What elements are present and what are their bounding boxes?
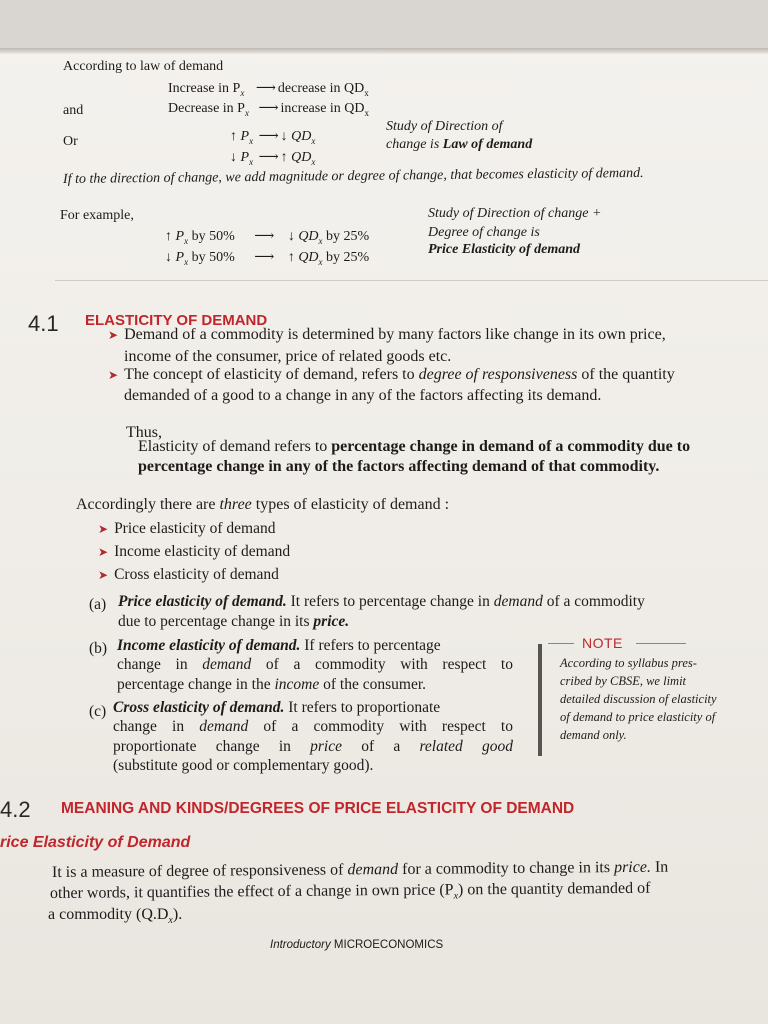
section-divider bbox=[55, 280, 768, 281]
for-example: For example, bbox=[60, 208, 134, 223]
if-line: If to the direction of change, we add magnitude or degree of change, that becomes elasticity of demand. bbox=[62, 165, 644, 187]
item-a-line-1: Price elasticity of demand. It refers to percentage change in demand of a commodity bbox=[118, 593, 645, 610]
bullet-1-cont: income of the consumer, price of related goods etc. bbox=[124, 348, 452, 365]
law-row-2: Decrease in $P_x$ ⟶ increase in $QD_x$ bbox=[168, 101, 370, 118]
item-c-label: (c) bbox=[89, 703, 107, 720]
note-title: NOTE bbox=[582, 635, 623, 651]
note-line-2: cribed by CBSE, we limit bbox=[560, 674, 687, 688]
page-top-edge bbox=[0, 48, 768, 54]
study-note-3: Study of Direction of change + bbox=[428, 206, 602, 221]
study-note-4: Degree of change is bbox=[428, 225, 540, 240]
bullet-2-cont: demanded of a good to a change in any of the factors affecting its demand. bbox=[124, 387, 602, 404]
note-line-1: According to syllabus pres- bbox=[560, 656, 697, 670]
item-a-label: (a) bbox=[89, 596, 107, 613]
page-top-shadow bbox=[0, 0, 768, 48]
note-line-3: detailed discussion of elasticity bbox=[560, 692, 717, 706]
item-b-line-2: change in demand of a commodity with respect to bbox=[117, 656, 513, 673]
item-c-line-3: proportionate change in price of a related good bbox=[113, 738, 514, 755]
definition-line-2: percentage change in any of the factors affecting demand of that commodity. bbox=[138, 458, 660, 475]
thus-label: Thus, bbox=[126, 424, 162, 441]
section-title-4-2: MEANING AND KINDS/DEGREES OF PRICE ELASTICITY OF DEMAND bbox=[61, 800, 575, 817]
item-c-line-1: Cross elasticity of demand. It refers to proportionate bbox=[113, 699, 441, 716]
item-c-line-4: (substitute good or complementary good). bbox=[113, 757, 374, 774]
law-row-1: Increase in $P_x$ ⟶ decrease in $QD_x$ bbox=[168, 81, 369, 98]
note-rule-left bbox=[548, 643, 574, 644]
symbol-row-2: ↓ $P_x$ ⟶ ↑ $QD_x$ bbox=[230, 150, 316, 167]
para-line-3: a commodity $(Q.D_x)$. bbox=[48, 906, 183, 927]
section-number-4-1: 4.1 bbox=[28, 311, 59, 336]
bullet-2: ➤ The concept of elasticity of demand, refers to degree of responsiveness of the quantity bbox=[108, 366, 675, 383]
note-accent-bar bbox=[538, 644, 542, 756]
footer-book-title: Introductory MICROECONOMICS bbox=[270, 939, 444, 951]
definition-line-1: Elasticity of demand refers to percentage change in demand of a commodity due to bbox=[138, 438, 691, 455]
note-line-4: of demand to price elasticity of bbox=[560, 710, 716, 724]
note-rule-right bbox=[636, 643, 686, 644]
subheading-price-elasticity: rice Elasticity of Demand bbox=[0, 834, 191, 851]
example-row-1: ↑ $P_x$ by 50% ⟶ ↓ $QD_x$ by 25% bbox=[165, 229, 370, 246]
study-note-5: Price Elasticity of demand bbox=[428, 242, 581, 257]
type-item-cross: ➤ Cross elasticity of demand bbox=[98, 566, 279, 583]
accordingly-line: Accordingly there are three types of elasticity of demand : bbox=[76, 496, 450, 513]
or-label: Or bbox=[63, 134, 78, 149]
item-b-line-1: Income elasticity of demand. If refers to percentage bbox=[117, 637, 441, 654]
study-note-1: Study of Direction of bbox=[386, 119, 503, 134]
section-number-4-2: 4.2 bbox=[0, 797, 31, 822]
law-heading: According to law of demand bbox=[63, 59, 224, 74]
type-item-income: ➤ Income elasticity of demand bbox=[98, 543, 291, 560]
item-b-line-3: percentage change in the income of the consumer. bbox=[117, 676, 427, 693]
symbol-row-1: ↑ $P_x$ ⟶ ↓ $QD_x$ bbox=[230, 129, 316, 146]
item-c-line-2: change in demand of a commodity with respect to bbox=[113, 718, 513, 735]
note-line-5: demand only. bbox=[560, 728, 627, 742]
study-note-2: change is Law of demand bbox=[386, 137, 533, 152]
item-a-line-2: due to percentage change in its price. bbox=[118, 613, 350, 630]
item-b-label: (b) bbox=[89, 640, 108, 657]
type-item-price: ➤ Price elasticity of demand bbox=[98, 520, 276, 537]
and-label: and bbox=[63, 103, 84, 118]
para-line-1: It is a measure of degree of responsiveness of demand for a commodity to change in its price. In bbox=[51, 858, 669, 881]
bullet-1: ➤ Demand of a commodity is determined by many factors like change in its own price, bbox=[108, 326, 666, 343]
para-line-2: other words, it quantifies the effect of a change in own price $(P_x)$ on the quantity demanded of bbox=[49, 879, 651, 902]
example-row-2: ↓ $P_x$ by 50% ⟶ ↑ $QD_x$ by 25% bbox=[165, 250, 370, 267]
section-title-4-1: ELASTICITY OF DEMAND bbox=[85, 312, 268, 329]
